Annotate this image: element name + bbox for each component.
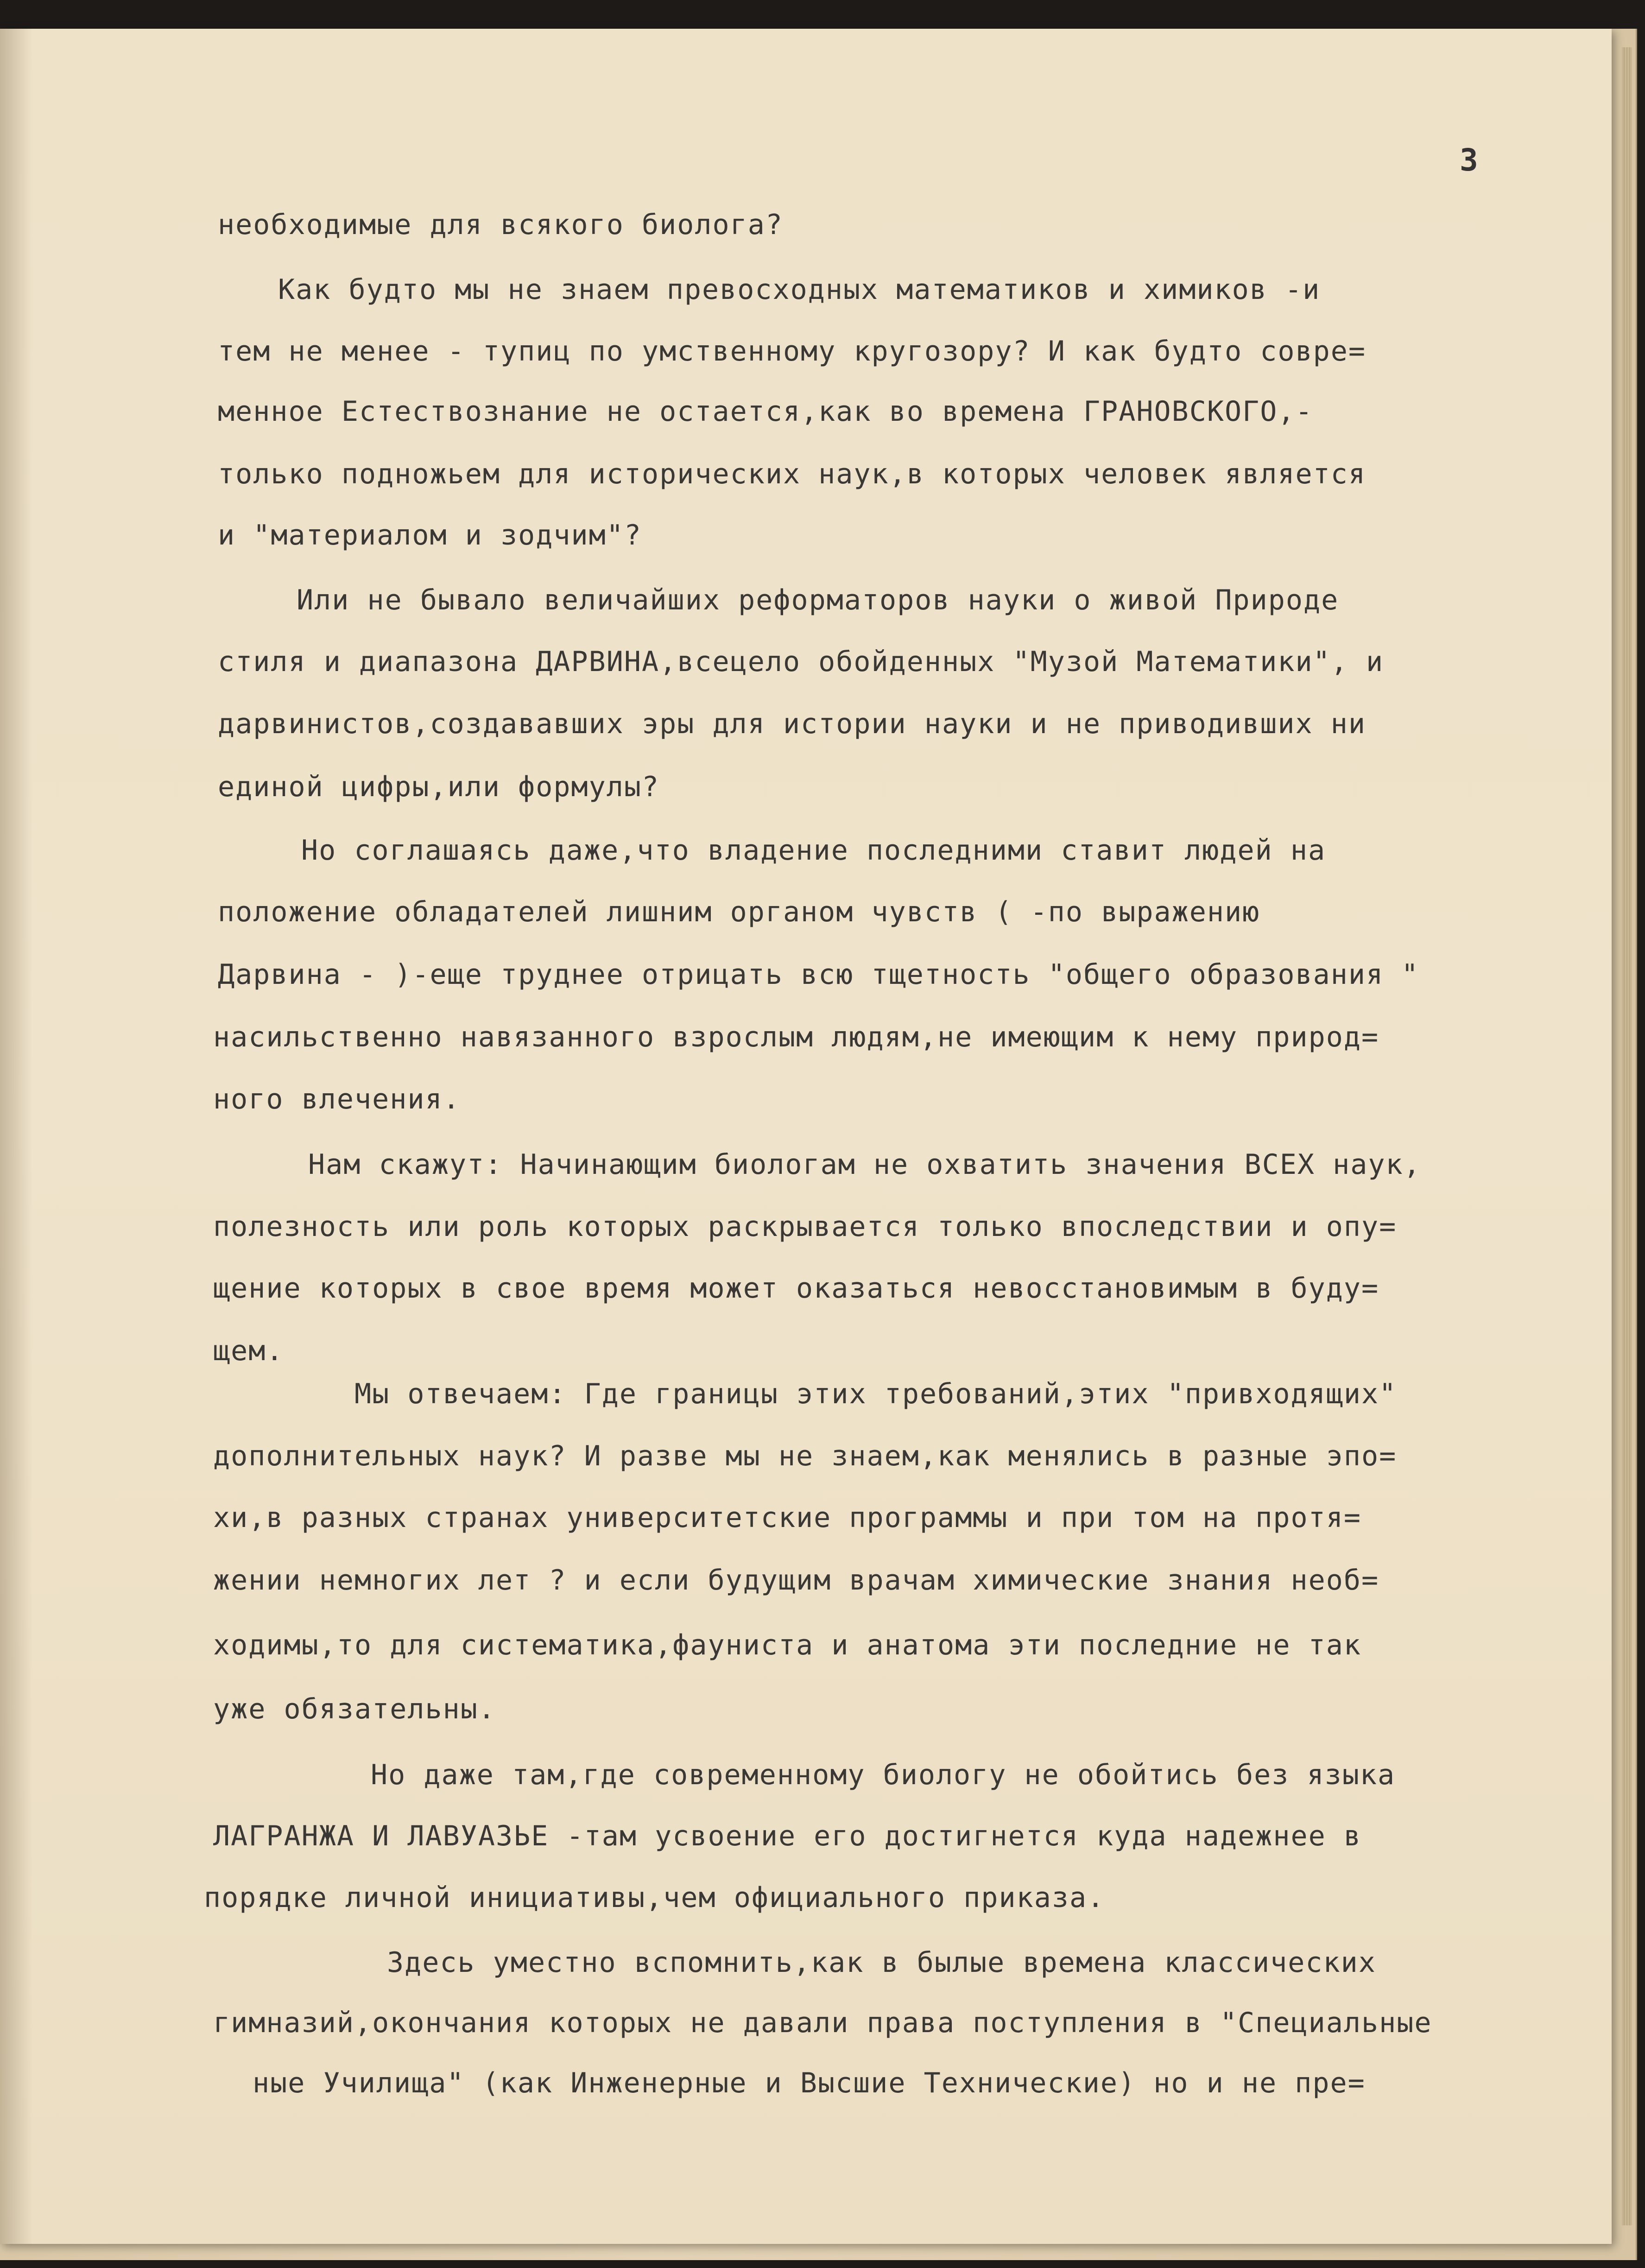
text-line-19: щем. xyxy=(213,1335,284,1367)
text-line-4: менное Естествознание не остается,как во времена ГРАНОВСКОГО,- xyxy=(218,395,1313,428)
document-page xyxy=(0,29,1612,2244)
text-line-7: Или не бывало величайших реформаторов науки о живой Природе xyxy=(297,584,1339,616)
text-line-10: единой цифры,или формулы? xyxy=(218,771,660,803)
text-line-24: ходимы,то для систематика,фауниста и анатома эти последние не так xyxy=(213,1629,1361,1661)
text-line-3: тем не менее - тупиц по умственному кругозору? И как будто совре= xyxy=(218,335,1366,367)
text-line-15: ного влечения. xyxy=(213,1083,461,1115)
text-line-18: щение которых в свое время может оказаться невосстановимым в буду= xyxy=(213,1272,1379,1305)
text-line-26: Но даже там,где современному биологу не обойтись без языка xyxy=(371,1759,1396,1791)
text-line-14: насильственно навязанного взрослым людям,не имеющим к нему природ= xyxy=(213,1021,1379,1053)
text-line-8: стиля и диапазона ДАРВИНА,всецело обойденных "Музой Математики", и xyxy=(218,646,1384,678)
text-line-16: Нам скажут: Начинающим биологам не охватить значения ВСЕХ наук, xyxy=(308,1148,1421,1181)
text-line-31: ные Училища" (как Инженерные и Высшие Технические) но и не пре= xyxy=(253,2067,1366,2099)
text-line-21: дополнительных наук? И разве мы не знаем,как менялись в разные эпо= xyxy=(213,1440,1397,1472)
text-line-9: дарвинистов,создававших эры для истории науки и не приводивших ни xyxy=(218,708,1366,740)
page-number: 3 xyxy=(1460,142,1478,178)
text-line-27: ЛАГРАНЖА И ЛАВУАЗЬЕ -там усвоение его достигнется куда надежнее в xyxy=(213,1820,1361,1852)
text-line-28: порядке личной инициативы,чем официального приказа. xyxy=(204,1882,1105,1914)
text-line-20: Мы отвечаем: Где границы этих требований,этих "привходящих" xyxy=(354,1378,1397,1410)
text-line-2: Как будто мы не знаем превосходных математиков и химиков -и xyxy=(278,273,1321,306)
text-line-17: полезность или роль которых раскрывается только впоследствии и опу= xyxy=(213,1210,1397,1243)
text-line-11: Но соглашаясь даже,что владение последними ставит людей на xyxy=(301,834,1326,867)
text-line-13: Дарвина - )-еще труднее отрицать всю тщетность "общего образования " xyxy=(218,958,1419,991)
text-line-22: хи,в разных странах университетские программы и при том на протя= xyxy=(213,1501,1361,1534)
text-line-30: гимназий,окончания которых не давали права поступления в "Специальные xyxy=(213,2007,1432,2039)
text-line-5: только подножьем для исторических наук,в которых человек является xyxy=(218,458,1366,490)
text-line-12: положение обладателей лишним органом чувств ( -по выражению xyxy=(218,896,1260,928)
text-line-29: Здесь уместно вспомнить,как в былые времена классических xyxy=(387,1946,1376,1979)
text-line-1: необходимые для всякого биолога? xyxy=(218,209,783,241)
text-line-6: и "материалом и зодчим"? xyxy=(218,519,642,551)
text-line-23: жении немногих лет ? и если будущим врачам химические знания необ= xyxy=(213,1564,1379,1596)
text-line-25: уже обязательны. xyxy=(213,1693,496,1725)
binding-shadow xyxy=(0,29,32,2244)
